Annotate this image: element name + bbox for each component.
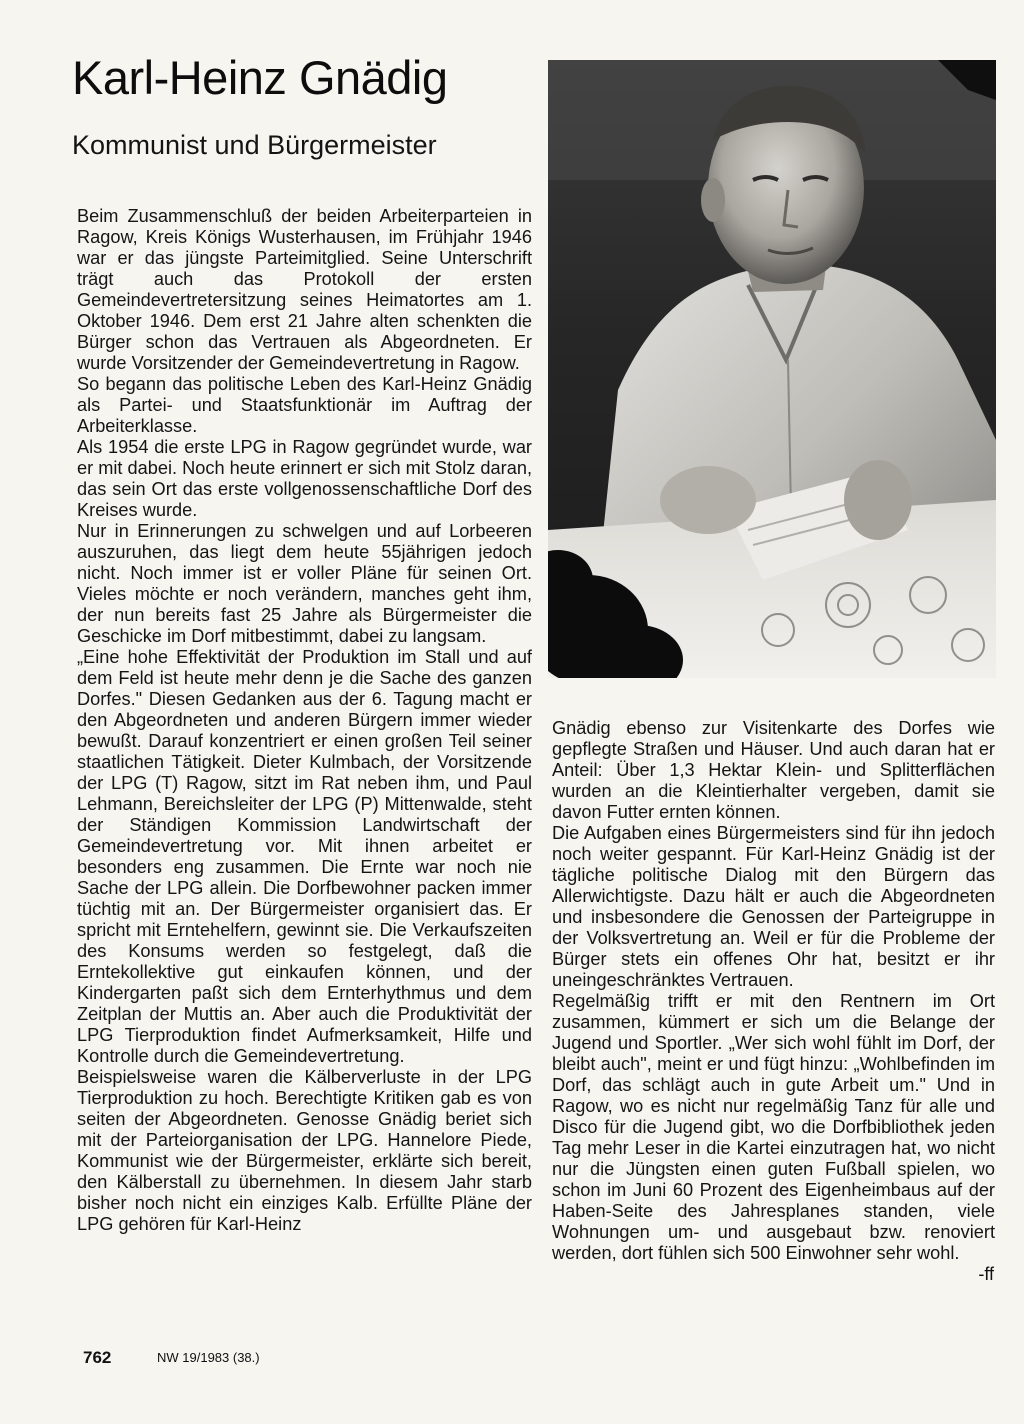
author-signature: -ff: [978, 1264, 994, 1284]
paragraph: „Eine hohe Effektivität der Produktion im Stall und auf dem Feld ist heute mehr denn je die Sache des ganzen Dorfes." Diesen Gedanken aus der 6. Tagung macht er den Abgeordneten und anderen Bürgern immer wieder bewußt. Darauf konzentriert er einen großen Teil seiner staatlichen Tätigkeit. Dieter Kulmbach, der Vorsitzende der LPG (T) Ragow, sitzt im Rat neben ihm, und Paul Lehmann, Bereichsleiter der LPG (P) Mittenwalde, steht der Ständigen Kommission Landwirtschaft der Gemeindevertretung vor. Mit ihnen arbeitet er besonders eng zusammen. Die Ernte war noch nie Sache der LPG allein. Die Dorfbewohner packen immer tüchtig mit an. Der Bürgermeister organisiert das. Er spricht mit Erntehelfern, gewinnt sie. Die Verkaufszeiten des Konsums werden so festgelegt, daß die Erntekollektive gut einkaufen können, und der Kindergarten paßt sich dem Ernterhythmus und dem Zeitplan der Muttis an. Aber auch die Produktivität der LPG Tierproduktion findet Aufmerksamkeit, Hilfe und Kontrolle durch die Gemeindevertretung.: [77, 647, 532, 1066]
portrait-photo: [548, 60, 996, 678]
page-number: 762: [83, 1348, 112, 1367]
paragraph: So begann das politische Leben des Karl-Heinz Gnädig als Partei- und Staatsfunktionär im Auftrag der Arbeiterklasse.: [77, 374, 532, 436]
paragraph: Regelmäßig trifft er mit den Rentnern im Ort zusammen, kümmert er sich um die Belange der Jugend und Sportler. „Wer sich wohl fühlt im Dorf, der bleibt auch", meint er und fügt hinzu: „Wohlbefinden im Dorf, das schlägt auch in gute Arbeit um." Und in Ragow, wo es nicht nur regelmäßig Tanz für alle und Disco für die Jugend gibt, wo die Dorfbibliothek jeden Tag mehr Leser in die Kartei einzutragen hat, wo nicht nur die Jüngsten einen guten Fußball spielen, wo schon im Juni 60 Prozent des Eigenheimbaus auf der Haben-Seite des Jahresplanes standen, viele Wohnungen um- und ausgebaut bzw. renoviert werden, dort fühlen sich 500 Einwohner sehr wohl.: [552, 991, 995, 1263]
article-column-left: [77, 206, 532, 1235]
paragraph: Nur in Erinnerungen zu schwelgen und auf Lorbeeren auszuruhen, das liegt dem heute 55jährigen jedoch nicht. Noch immer ist er voller Pläne für seinen Ort. Vieles möchte er noch verändern, manches geht ihm, der nun bereits fast 25 Jahre als Bürgermeister die Geschicke im Dorf mitbestimmt, dabei zu langsam.: [77, 521, 532, 646]
paragraph: Die Aufgaben eines Bürgermeisters sind für ihn jedoch noch weiter gespannt. Für Karl-Heinz Gnädig ist der tägliche politische Dialog mit den Bürgern das Allerwichtigste. Dazu hält er auch die Abgeordneten und insbesondere die Genossen der Parteigruppe in der Volksvertretung an. Weil er für die Probleme der Bürger stets ein offenes Ohr hat, besitzt er ihr uneingeschränktes Vertrauen.: [552, 823, 995, 990]
paragraph: Gnädig ebenso zur Visitenkarte des Dorfes wie gepflegte Straßen und Häuser. Und auch daran hat er Anteil: Über 1,3 Hektar Klein- und Splitterflächen wurden an die Kleintierhalter vergeben, damit sie davon Futter ernten können.: [552, 718, 995, 822]
paragraph: Beim Zusammenschluß der beiden Arbeiterparteien in Ragow, Kreis Königs Wusterhausen, im Frühjahr 1946 war er das jüngste Parteimitglied. Seine Unterschrift trägt auch das Protokoll der ersten Gemeindevertretersitzung seines Heimatortes am 1. Oktober 1946. Dem erst 21 Jahre alten schenkten die Bürger schon das Vertrauen als Abgeordneten. Er wurde Vorsitzender der Gemeindevertretung in Ragow.: [77, 206, 532, 373]
portrait-photo-illustration: [548, 60, 996, 678]
article-title: Karl-Heinz Gnädig: [72, 51, 448, 104]
issue-reference: NW 19/1983 (38.): [157, 1350, 260, 1365]
paragraph: Beispielsweise waren die Kälberverluste in der LPG Tierproduktion zu hoch. Berechtigte Kritiken gab es von seiten der Abgeordneten. Genosse Gnädig beriet sich mit der Parteiorganisation der LPG. Hannelore Piede, Kommunist wie der Bürgermeister, erklärte sich bereit, den Kälberstall zu übernehmen. In diesem Jahr starb bisher noch nicht ein einziges Kalb. Erfüllte Pläne der LPG gehören für Karl-Heinz: [77, 1067, 532, 1234]
article-column-right: [552, 718, 995, 1264]
paragraph: Als 1954 die erste LPG in Ragow gegründet wurde, war er mit dabei. Noch heute erinnert er sich mit Stolz daran, das sein Ort das erste vollgenossenschaftliche Dorf des Kreises wurde.: [77, 437, 532, 520]
article-subtitle: Kommunist und Bürgermeister: [72, 130, 437, 160]
